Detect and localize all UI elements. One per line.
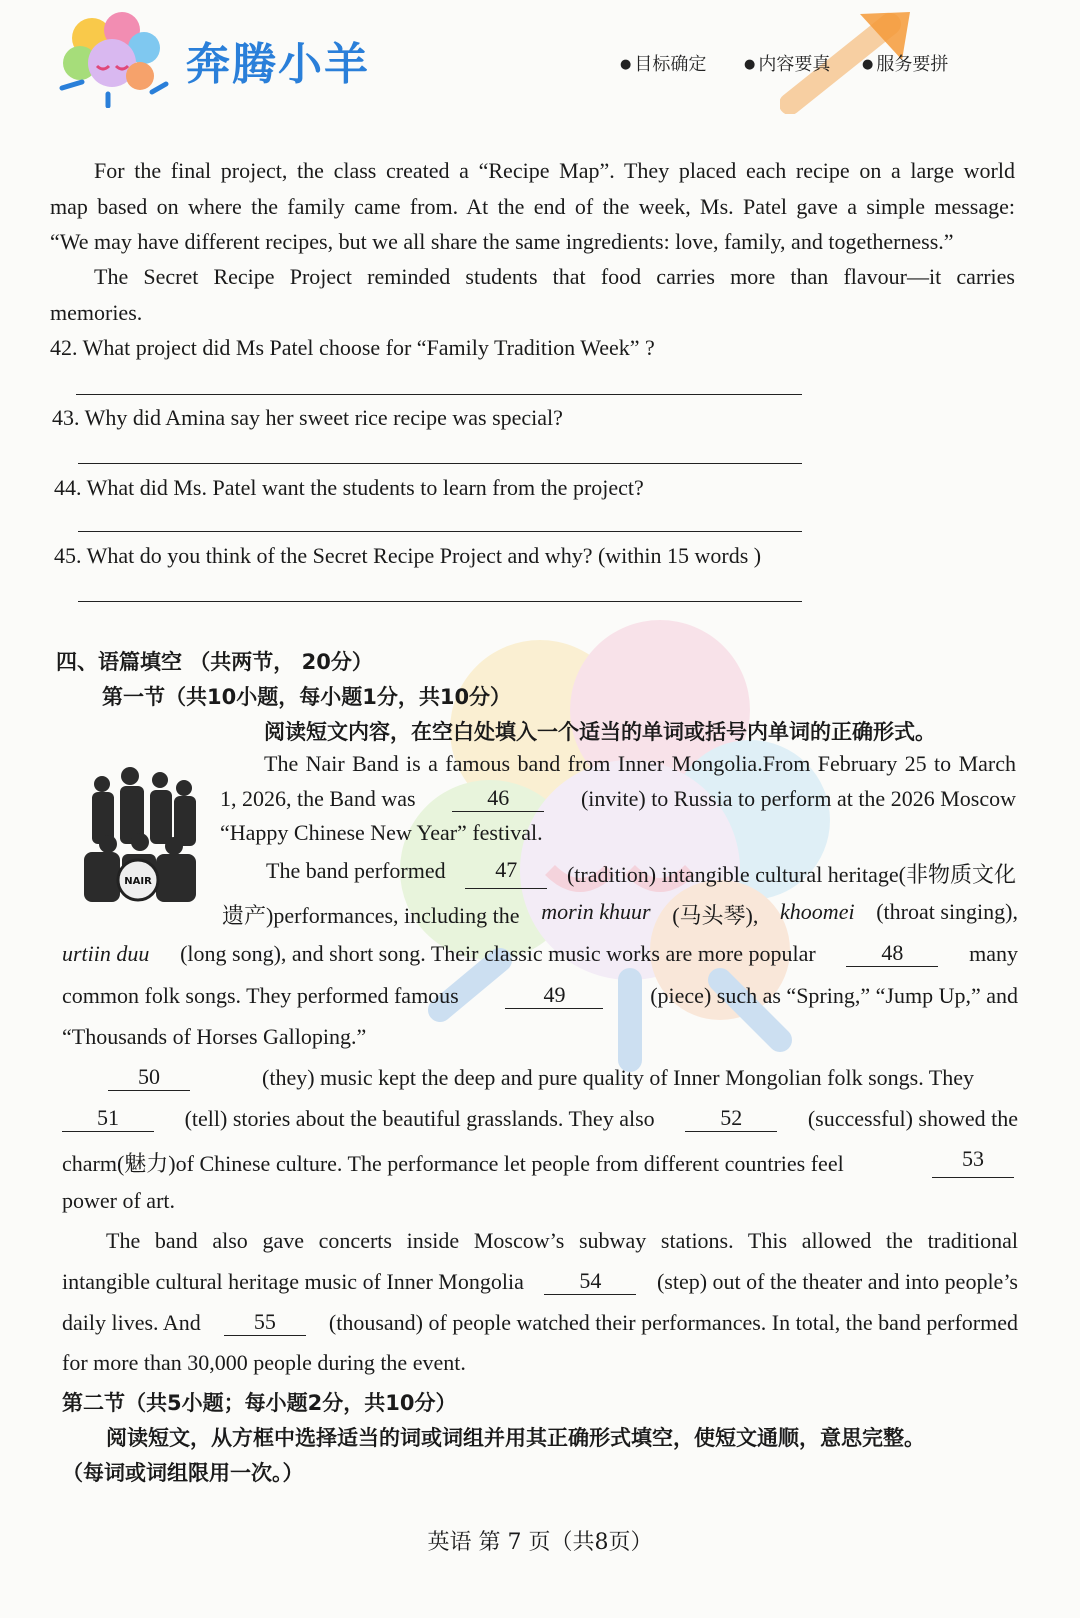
blank-53[interactable]: 53 xyxy=(932,1147,1014,1178)
blank-50[interactable]: 50 xyxy=(108,1065,190,1091)
answer-line-42[interactable] xyxy=(76,394,802,395)
blank-46[interactable]: 46 xyxy=(452,786,544,812)
cloze-italic: morin khuur xyxy=(541,899,651,924)
cloze-text: (invite) to Russia to perform at the 2026 Moscow xyxy=(580,786,1016,811)
cloze-line: “Thousands of Horses Galloping.” xyxy=(62,1024,367,1049)
brand-name: 奔腾小羊 xyxy=(186,39,370,90)
answer-line-43[interactable] xyxy=(78,463,802,464)
cloze-line: The Nair Band is a famous band from Inner Mongolia.From February 25 to March xyxy=(264,751,1016,776)
blank-55[interactable]: 55 xyxy=(224,1310,306,1336)
cloze-text: (thousand) of people watched their performances. In total, the band performed xyxy=(328,1310,1018,1335)
drum-label: NAIR xyxy=(124,876,152,887)
blank-48[interactable]: 48 xyxy=(846,941,938,967)
cloze-line: The band also gave concerts inside Moscow’s subway stations. This allowed the traditional xyxy=(106,1228,1018,1253)
blank-47[interactable]: 47 xyxy=(465,858,547,889)
slogan-tag: ● 内容要真 xyxy=(744,50,830,76)
cloze-text: intangible cultural heritage music of Inner Mongolia xyxy=(62,1269,524,1294)
part1-title: 第一节（共10小题，每小题1分，共10分） xyxy=(102,685,512,709)
passage-line: For the final project, the class created a “Recipe Map”. They placed each recipe on a large world xyxy=(94,158,1015,183)
cloze-text: (马头琴), xyxy=(672,903,759,928)
cloze-line xyxy=(220,786,1016,812)
cloze-text: The band performed xyxy=(266,858,446,883)
cloze-line xyxy=(108,1065,974,1091)
question-42: 42. What project did Ms Patel choose for “Family Tradition Week” ? xyxy=(50,335,655,360)
part2-title: 第二节（共5小题；每小题2分，共10分） xyxy=(62,1391,457,1415)
cloze-italic: urtiin duu xyxy=(62,941,150,966)
cloze-text: 1, 2026, the Band was xyxy=(220,786,416,811)
blank-51[interactable]: 51 xyxy=(62,1106,154,1132)
band-photo xyxy=(78,762,204,910)
cloze-text: many xyxy=(969,941,1018,966)
passage-line: “We may have different recipes, but we all share the same ingredients: love, family, and togetherness.” xyxy=(50,229,954,254)
sheep-logo-icon xyxy=(52,8,172,108)
cloze-line xyxy=(62,1269,1018,1295)
answer-line-45[interactable] xyxy=(78,601,802,602)
cloze-text: (successful) showed the xyxy=(807,1106,1018,1131)
part1-instruction: 阅读短文内容，在空白处填入一个适当的单词或括号内单词的正确形式。 xyxy=(264,720,936,744)
blank-52[interactable]: 52 xyxy=(685,1106,777,1132)
cloze-text: (tradition) intangible cultural heritage(非物质文化 xyxy=(566,862,1016,887)
page-header xyxy=(0,0,1080,130)
cloze-line: “Happy Chinese New Year” festival. xyxy=(220,820,543,845)
question-44: 44. What did Ms. Patel want the students to learn from the project? xyxy=(54,475,644,500)
part2-instruction-note: （每词或词组限用一次。） xyxy=(62,1461,304,1485)
cloze-line: power of art. xyxy=(62,1188,176,1213)
cloze-text: (tell) stories about the beautiful grasslands. They also xyxy=(184,1106,655,1131)
cloze-text: charm(魅力)of Chinese culture. The performance let people from different countries feel xyxy=(62,1151,844,1176)
passage-line: memories. xyxy=(50,300,143,325)
passage-line: The Secret Recipe Project reminded students that food carries more than flavour—it carries xyxy=(94,264,1015,289)
cloze-text: (they) music kept the deep and pure quality of Inner Mongolian folk songs. They xyxy=(262,1065,974,1090)
section-title: 四、语篇填空 （共两节， 20分） xyxy=(56,650,373,674)
cloze-line xyxy=(222,899,1018,930)
cloze-line xyxy=(62,1147,1014,1178)
cloze-italic: khoomei xyxy=(780,899,855,924)
passage-line: map based on where the family came from. At the end of the week, Ms. Patel gave a simple message: xyxy=(50,194,1015,219)
blank-54[interactable]: 54 xyxy=(544,1269,636,1295)
cloze-text: common folk songs. They performed famous xyxy=(62,983,459,1008)
cloze-line xyxy=(62,941,1018,967)
cloze-text: (step) out of the theater and into people’s xyxy=(656,1269,1018,1294)
slogan-tag: ● 服务要拼 xyxy=(862,50,948,76)
cloze-text: 遗产)performances, including the xyxy=(222,903,520,928)
question-43: 43. Why did Amina say her sweet rice recipe was special? xyxy=(52,405,563,430)
cloze-line: for more than 30,000 people during the event. xyxy=(62,1350,466,1375)
page-footer: 英语 第 7 页（共8页） xyxy=(427,1530,653,1555)
cloze-line xyxy=(266,858,1016,889)
part2-instruction: 阅读短文，从方框中选择适当的词或词组并用其正确形式填空，使短文通顺，意思完整。 xyxy=(106,1426,925,1450)
cloze-text: daily lives. And xyxy=(62,1310,201,1335)
blank-49[interactable]: 49 xyxy=(505,983,603,1009)
slogan-tag: ● 目标确定 xyxy=(620,50,706,76)
cloze-line xyxy=(62,1310,1018,1336)
cloze-text: (throat singing), xyxy=(876,899,1018,924)
cloze-text: (long song), and short song. Their classic music works are more popular xyxy=(180,941,816,966)
answer-line-44[interactable] xyxy=(78,531,802,532)
cloze-line xyxy=(62,1106,1018,1132)
cloze-line xyxy=(62,983,1018,1009)
cloze-text: (piece) such as “Spring,” “Jump Up,” and xyxy=(650,983,1018,1008)
question-45: 45. What do you think of the Secret Recipe Project and why? (within 15 words ) xyxy=(54,543,762,568)
